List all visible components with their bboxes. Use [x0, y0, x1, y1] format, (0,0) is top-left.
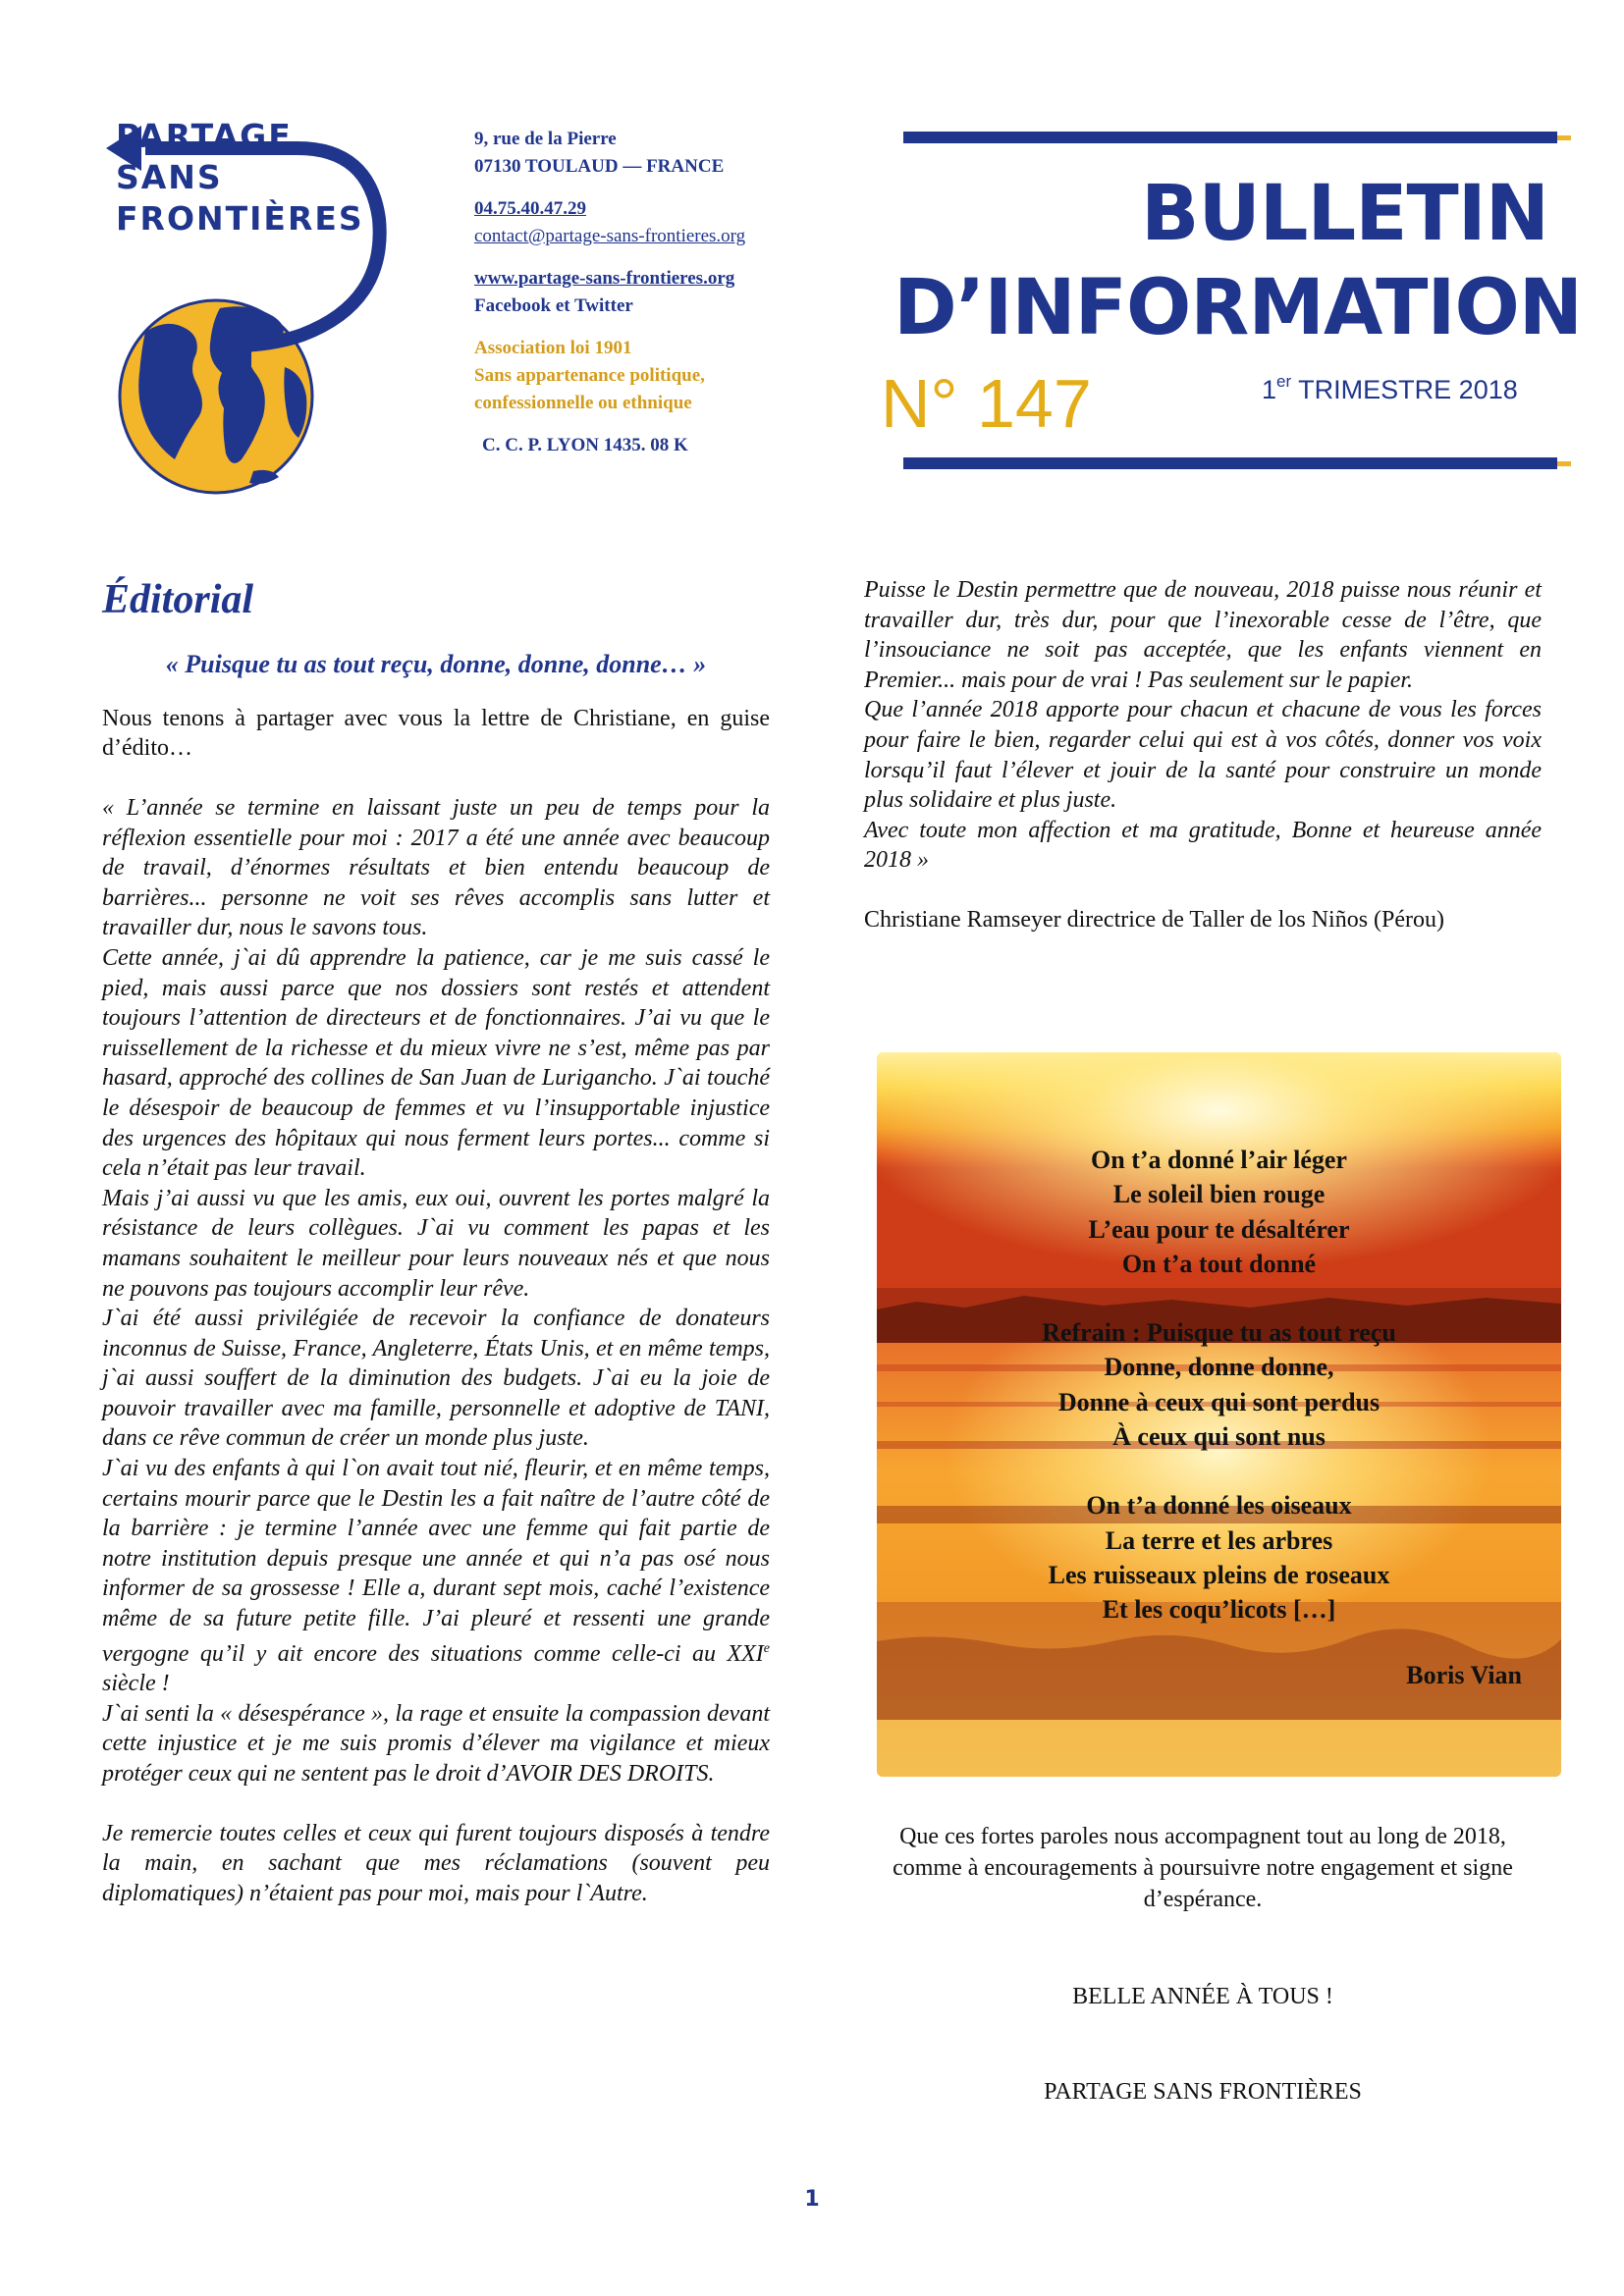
- letter-paragraph: Puisse le Destin permettre que de nouveau, 2018 puisse nous réunir et travailler dur, très dur, pour que l’inexorable cesse de l’être, que l’insouciance ne soit pas acceptée, que les enfants viennent en Premier... mais pour de vrai ! Pas seulement sur le papier.: [864, 577, 1542, 693]
- logo-line1: PARTAGE: [116, 117, 293, 155]
- poem-line: Donne, donne donne,: [1104, 1353, 1334, 1382]
- letter-paragraph: Mais j’ai aussi vu que les amis, eux oui, ouvrent les portes malgré la résistance de leurs collègues. J`ai vu comment les papas et les mamans souhaitent le meilleur pour leurs nouveaux nés et que nous ne pouvons pas toujours accomplir leur rêve.: [102, 1185, 770, 1302]
- association-line2: Sans appartenance politique,: [474, 365, 705, 386]
- poem-line: Le soleil bien rouge: [1112, 1180, 1326, 1209]
- letter-paragraph: Cette année, j`ai dû apprendre la patience, car je me suis cassé le pied, mais aussi parce que nos dossiers sont restés et attendent toujours l’attention de directeurs et de fonctionnaires. J’ai vu que le ruissellement de la richesse et du mieux vivre ne s’est, même pas par hasard, approché des collines de San Juan de Lurigancho. J`ai touché le désespoir de beaucoup de femmes et vu l’insupportable injustice des urgences des hôpitaux qui nous ferment leurs portes... comme si cela n’était pas leur travail.: [102, 944, 770, 1182]
- masthead-top-rule-tip: [1557, 135, 1571, 140]
- poem-line: Les ruisseaux pleins de roseaux: [1048, 1560, 1390, 1589]
- poem-line: On t’a donné l’air léger: [1091, 1146, 1347, 1174]
- poem-line: On t’a tout donné: [1121, 1249, 1317, 1278]
- poem-line: L’eau pour te désaltérer: [1088, 1214, 1350, 1244]
- quarter-num: 1: [1262, 375, 1277, 404]
- sunset-poem-image: [877, 1052, 1561, 1777]
- masthead-bottom-rule: [903, 457, 1557, 469]
- century-sup: e: [763, 1640, 770, 1656]
- poem-line: Donne à ceux qui sont perdus: [1057, 1387, 1380, 1416]
- closing-text: Que ces fortes paroles nous accompagnent tout au long de 2018, comme à encouragements à poursuivre notre engagement et signe d’espérance.: [893, 1824, 1513, 1912]
- letter-text: siècle !: [102, 1671, 170, 1697]
- masthead-top-rule: [903, 132, 1557, 143]
- address-line1: 9, rue de la Pierre: [474, 129, 617, 149]
- bulletin-title: [893, 167, 1583, 355]
- page-number: 1: [804, 2187, 820, 2212]
- masthead-bottom-rule-tip: [1557, 461, 1571, 466]
- poem-line: Et les coqu’licots […]: [1102, 1595, 1336, 1625]
- address-line2: 07130 TOULAUD — FRANCE: [474, 156, 725, 177]
- quarter-text: TRIMESTRE 2018: [1291, 375, 1518, 404]
- editorial-heading: Éditorial: [102, 577, 254, 622]
- social-text: Facebook et Twitter: [474, 295, 633, 316]
- letter-paragraph: J`ai senti la « désespérance », la rage et ensuite la compassion devant cette injustice et je me suis promis d’élever ma vigilance et mieux protéger ceux qui ne sentent pas le droit d’AVOIR DES DROITS.: [102, 1700, 770, 1787]
- title-line2: D’INFORMATION: [893, 264, 1583, 352]
- poem-text: [877, 1143, 1561, 1628]
- phone-number[interactable]: 04.75.40.47.29: [474, 198, 586, 219]
- editorial-intro: Nous tenons à partager avec vous la lettre de Christiane, en guise d’édito…: [102, 706, 770, 761]
- association-line3: confessionnelle ou ethnique: [474, 393, 692, 413]
- letter-paragraph: [102, 1454, 770, 1699]
- poem-line: On t’a donné les oiseaux: [1086, 1491, 1352, 1521]
- organization-signature: PARTAGE SANS FRONTIÈRES: [1044, 2079, 1362, 2105]
- editorial-column: [102, 574, 770, 1908]
- letter-text: J`ai vu des enfants à qui l`on avait tout nié, fleurir, et en même temps, certains mourir parce que le Destin les a fait naître de l’autre côté de la barrière : je termine l’année avec une femme qui fait partie de notre institution depuis presque une année et qui n’a pas osé nous informer de sa grossesse ! Elle a, durant sept mois, caché l’existence même de sa future petite fille. J’ai pleuré et ressenti une grande vergogne qu’il y ait encore des situations comme celle-ci au XXI: [102, 1456, 770, 1667]
- letter-signature: Christiane Ramseyer directrice de Taller de los Niños (Pérou): [864, 906, 1445, 933]
- poem-author: Boris Vian: [1406, 1661, 1522, 1689]
- email-link[interactable]: contact@partage-sans-frontieres.org: [474, 226, 746, 246]
- poem-line: La terre et les arbres: [1105, 1525, 1333, 1555]
- letter-paragraph: Que l’année 2018 apporte pour chacun et chacune de vous les forces pour faire le bien, regarder celui qui est à vos côtés, donner vos voix lorsqu’il faut l’élever et jouir de la santé pour construire un monde plus solidaire et plus juste.: [864, 697, 1542, 814]
- letter-continuation: [864, 575, 1542, 876]
- website-link[interactable]: www.partage-sans-frontieres.org: [474, 268, 735, 289]
- quarter-sup: er: [1276, 372, 1292, 391]
- editorial-quote: « Puisque tu as tout reçu, donne, donne, donne… »: [165, 650, 707, 678]
- contact-block: [474, 126, 847, 459]
- issue-number: N° 147: [881, 365, 1092, 442]
- poem-line: Refrain : Puisque tu as tout reçu: [1042, 1318, 1396, 1348]
- poem-line: À ceux qui sont nus: [1112, 1422, 1326, 1452]
- letter-paragraph: « L’année se termine en laissant juste un peu de temps pour la réflexion essentielle pour moi : 2017 a été une année avec beaucoup de travail, d’énormes résultats et bien entendu beaucoup de barrières... personne ne voit ses rêves accomplis sans lutter et travailler dur, nous le savons tous.: [102, 795, 770, 941]
- letter-body: [102, 793, 770, 1908]
- new-year-wishes: BELLE ANNÉE À TOUS !: [1072, 1984, 1333, 2009]
- association-line1: Association loi 1901: [474, 338, 632, 358]
- letter-continuation-column: [864, 575, 1542, 934]
- issue-quarter: [1262, 373, 1518, 403]
- title-line1: BULLETIN: [1141, 170, 1548, 258]
- ccp-number: C. C. P. LYON 1435. 08 K: [482, 435, 688, 455]
- logo-line2: SANS: [116, 158, 223, 196]
- logo-line3: FRONTIÈRES: [116, 199, 364, 238]
- organization-logo: [106, 117, 461, 499]
- letter-paragraph: J`ai été aussi privilégiée de recevoir la confiance de donateurs inconnus de Suisse, France, Angleterre, États Unis, et en même temps, j`ai aussi souffert de la diminution des budgets. J`ai eu la joie de pouvoir travailler avec ma famille, personnelle et adoptive de TANI, dans ce rêve commun de créer un monde plus juste.: [102, 1306, 770, 1452]
- letter-paragraph: Je remercie toutes celles et ceux qui furent toujours disposés à tendre la main, en sachant que mes réclamations (souvent peu diplomatiques) n’étaient pas pour moi, mais pour l`Autre.: [102, 1820, 770, 1906]
- letter-paragraph: Avec toute mon affection et ma gratitude, Bonne et heureuse année 2018 »: [864, 817, 1542, 874]
